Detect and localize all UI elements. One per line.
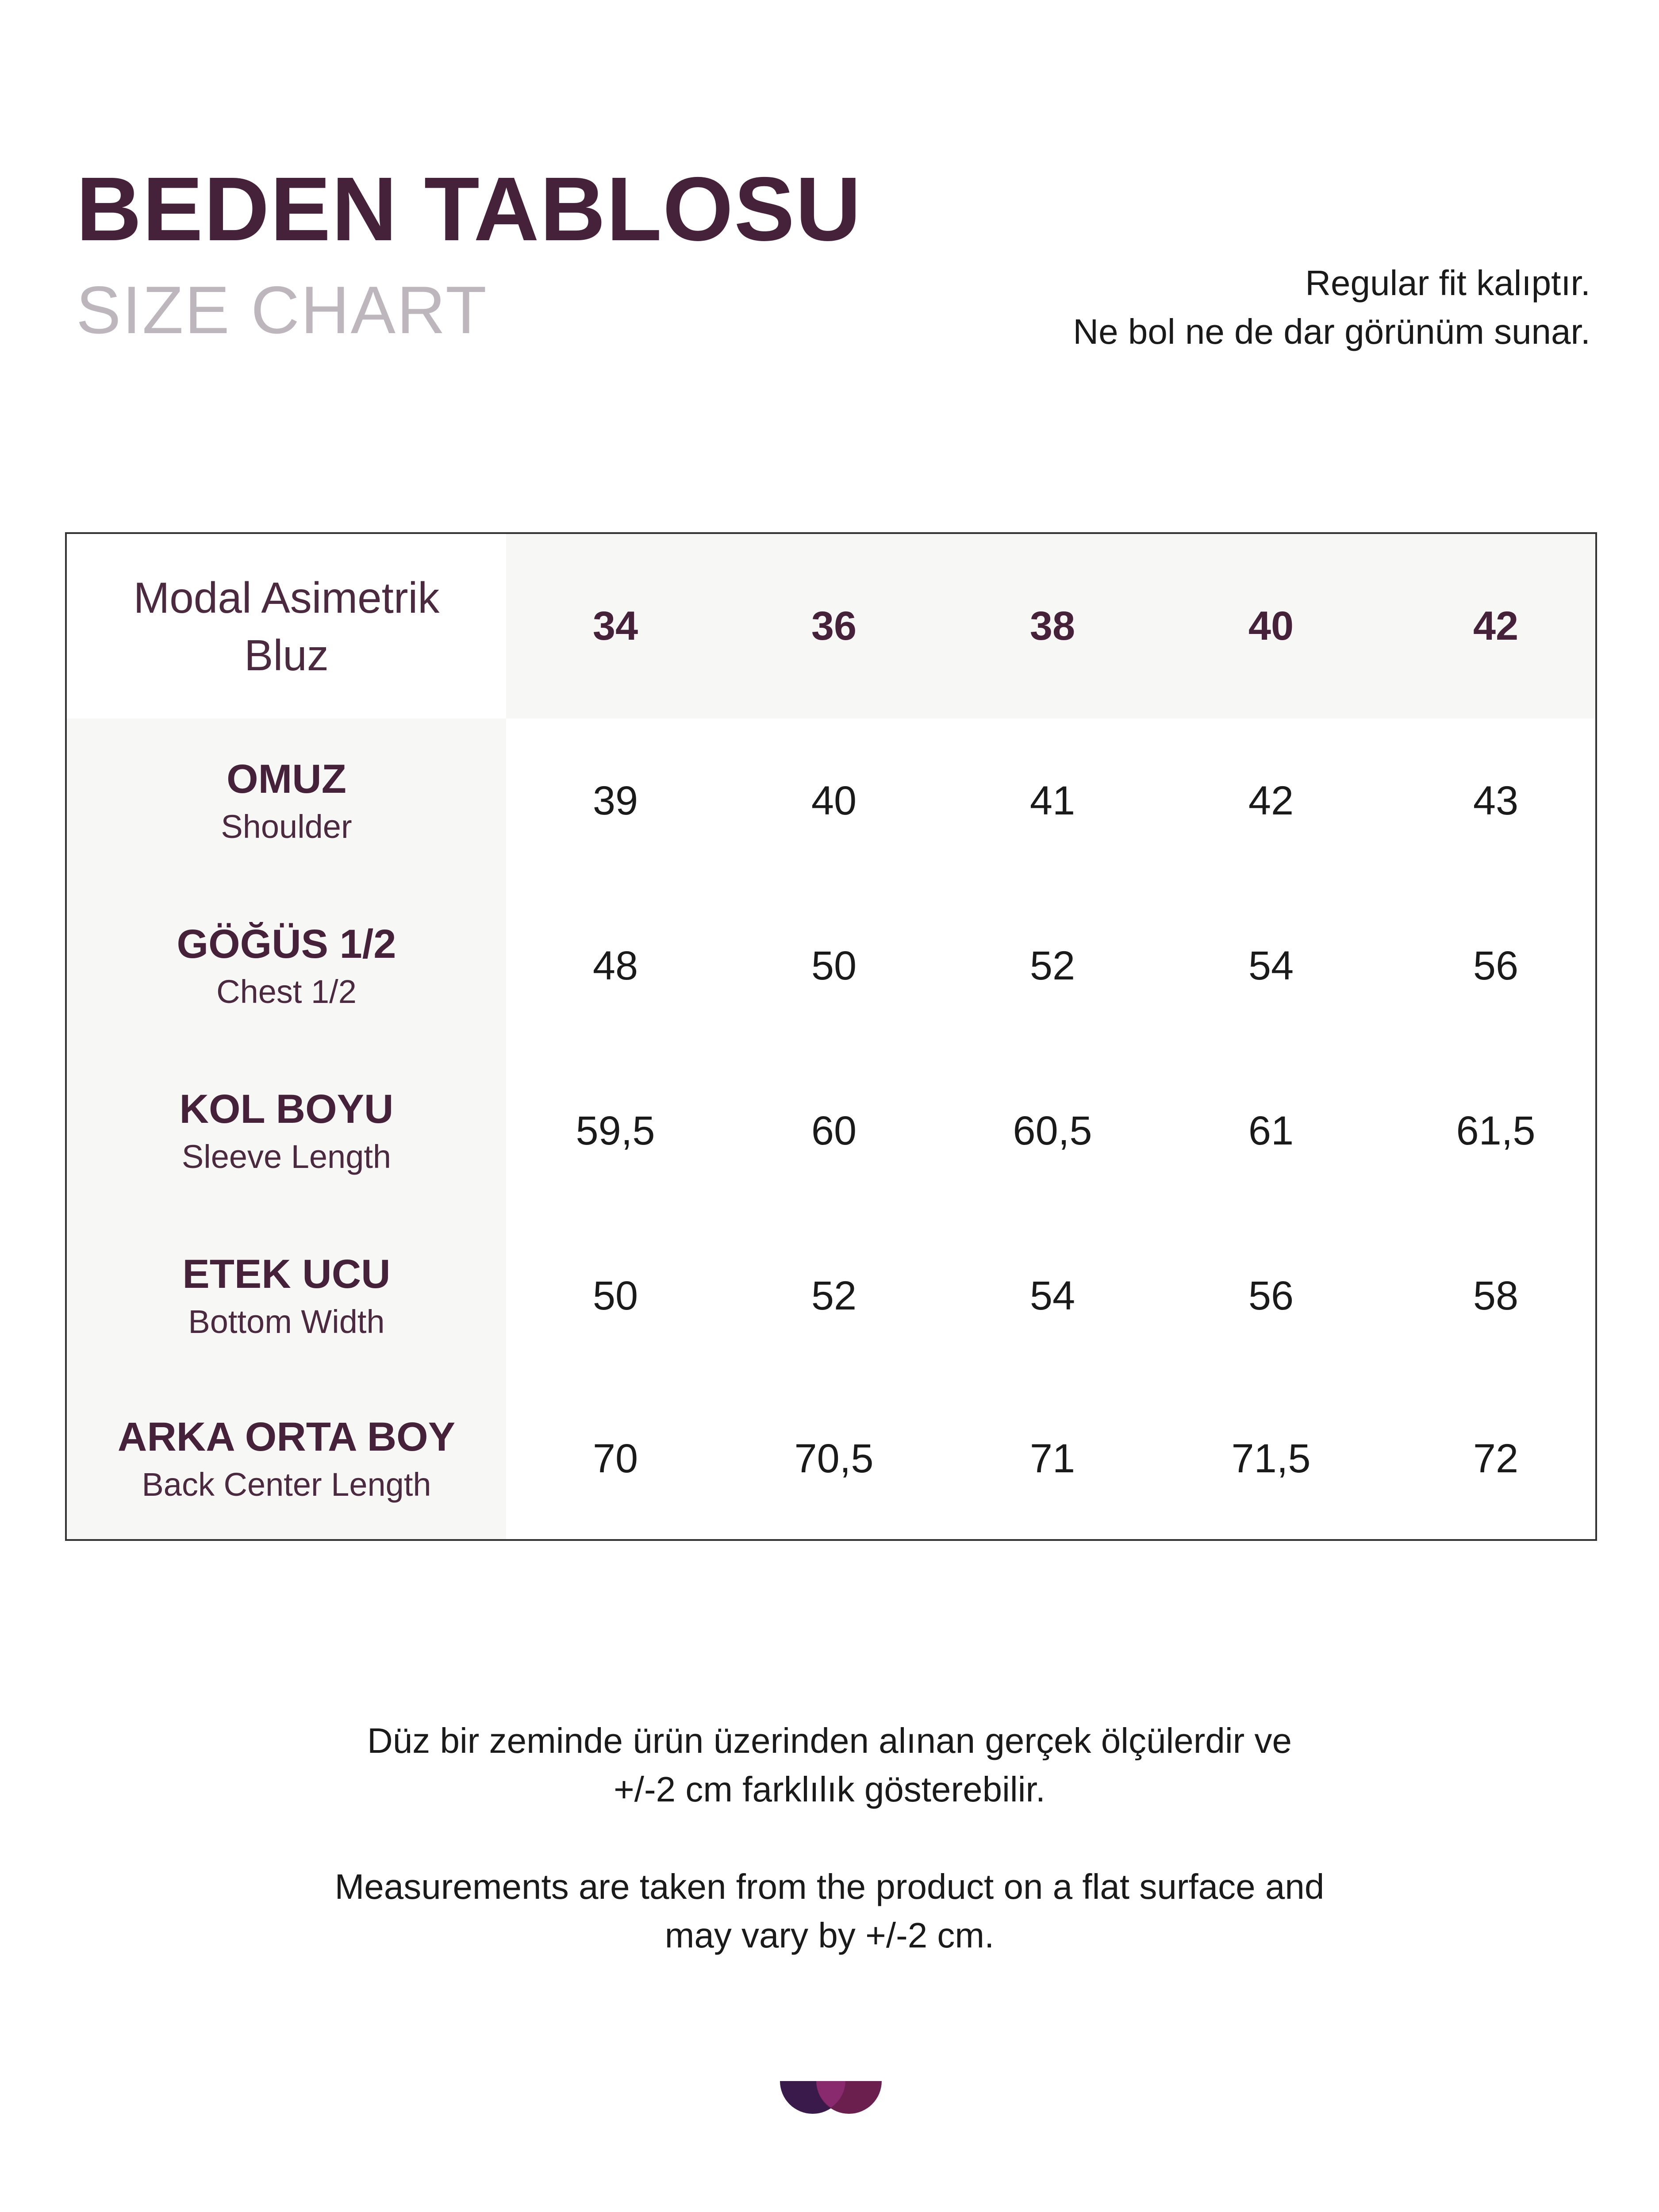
table-row-back-length bbox=[67, 1379, 1595, 1539]
brand-logo-icon bbox=[780, 2079, 882, 2115]
measure-label-cell bbox=[67, 1048, 506, 1214]
measure-sub: Sleeve Length bbox=[181, 1138, 392, 1175]
measure-label-cell bbox=[67, 718, 506, 883]
table-header-row bbox=[67, 534, 1595, 718]
page-subtitle: SIZE CHART bbox=[76, 273, 488, 348]
table-cell: 54 bbox=[1248, 943, 1294, 988]
size-header-34: 34 bbox=[592, 603, 638, 649]
disclaimer-en-line-2: may vary by +/-2 cm. bbox=[664, 1916, 995, 1955]
table-cell: 41 bbox=[1029, 778, 1075, 823]
product-label-line-1: Modal Asimetrik bbox=[133, 573, 440, 622]
table-cell: 52 bbox=[1029, 943, 1075, 988]
disclaimer-tr bbox=[0, 1717, 1659, 1814]
product-label-cell bbox=[67, 534, 506, 718]
measure-name: KOL BOYU bbox=[179, 1086, 394, 1132]
measure-sub: Chest 1/2 bbox=[216, 973, 357, 1010]
table-cell: 60 bbox=[811, 1108, 857, 1153]
size-header-38: 38 bbox=[1029, 603, 1075, 649]
product-label-line-2: Bluz bbox=[244, 630, 329, 680]
table-cell: 50 bbox=[811, 943, 857, 988]
table-cell: 39 bbox=[592, 778, 638, 823]
measure-name: OMUZ bbox=[227, 756, 346, 802]
table-cell: 60,5 bbox=[1013, 1108, 1092, 1153]
table-cell: 56 bbox=[1248, 1273, 1294, 1318]
fit-note-line-2: Ne bol ne de dar görünüm sunar. bbox=[1073, 312, 1590, 351]
measure-name: ETEK UCU bbox=[182, 1251, 391, 1297]
measure-sub: Shoulder bbox=[221, 808, 352, 845]
measure-sub: Bottom Width bbox=[188, 1303, 385, 1340]
table-cell: 61 bbox=[1248, 1108, 1294, 1153]
table-cell: 56 bbox=[1473, 943, 1519, 988]
size-table bbox=[65, 532, 1597, 1541]
disclaimer-en bbox=[0, 1863, 1659, 1960]
measure-sub: Back Center Length bbox=[142, 1466, 431, 1503]
table-cell: 42 bbox=[1248, 778, 1294, 823]
product-label bbox=[116, 569, 457, 684]
size-header-40: 40 bbox=[1248, 603, 1294, 649]
table-cell: 43 bbox=[1473, 778, 1519, 823]
size-header-42: 42 bbox=[1473, 603, 1519, 649]
table-cell: 70,5 bbox=[794, 1436, 874, 1481]
table-cell: 54 bbox=[1029, 1273, 1075, 1318]
measure-label-cell bbox=[67, 1379, 506, 1539]
table-row-bottom-width bbox=[67, 1214, 1595, 1379]
page-title: BEDEN TABLOSU bbox=[76, 158, 862, 260]
disclaimer-tr-line-2: +/-2 cm farklılık gösterebilir. bbox=[614, 1770, 1045, 1809]
table-cell: 52 bbox=[811, 1273, 857, 1318]
table-row-sleeve bbox=[67, 1048, 1595, 1214]
fit-note bbox=[1073, 259, 1590, 356]
measure-label-cell bbox=[67, 1214, 506, 1379]
disclaimer-tr-line-1: Düz bir zeminde ürün üzerinden alınan gerçek ölçülerdir ve bbox=[367, 1721, 1292, 1760]
table-cell: 50 bbox=[592, 1273, 638, 1318]
table-cell: 58 bbox=[1473, 1273, 1519, 1318]
table-row-chest bbox=[67, 883, 1595, 1048]
size-header-36: 36 bbox=[811, 603, 857, 649]
measure-label-cell bbox=[67, 883, 506, 1048]
fit-note-line-1: Regular fit kalıptır. bbox=[1305, 263, 1590, 303]
measure-name: GÖĞÜS 1/2 bbox=[177, 921, 396, 967]
disclaimer-en-line-1: Measurements are taken from the product on a flat surface and bbox=[334, 1867, 1325, 1906]
table-cell: 48 bbox=[592, 943, 638, 988]
table-cell: 40 bbox=[811, 778, 857, 823]
table-cell: 59,5 bbox=[576, 1108, 655, 1153]
table-cell: 70 bbox=[592, 1436, 638, 1481]
table-row-shoulder bbox=[67, 718, 1595, 883]
table-cell: 61,5 bbox=[1456, 1108, 1536, 1153]
measure-name: ARKA ORTA BOY bbox=[117, 1414, 456, 1459]
table-cell: 72 bbox=[1473, 1436, 1519, 1481]
table-cell: 71 bbox=[1029, 1436, 1075, 1481]
table-cell: 71,5 bbox=[1231, 1436, 1311, 1481]
